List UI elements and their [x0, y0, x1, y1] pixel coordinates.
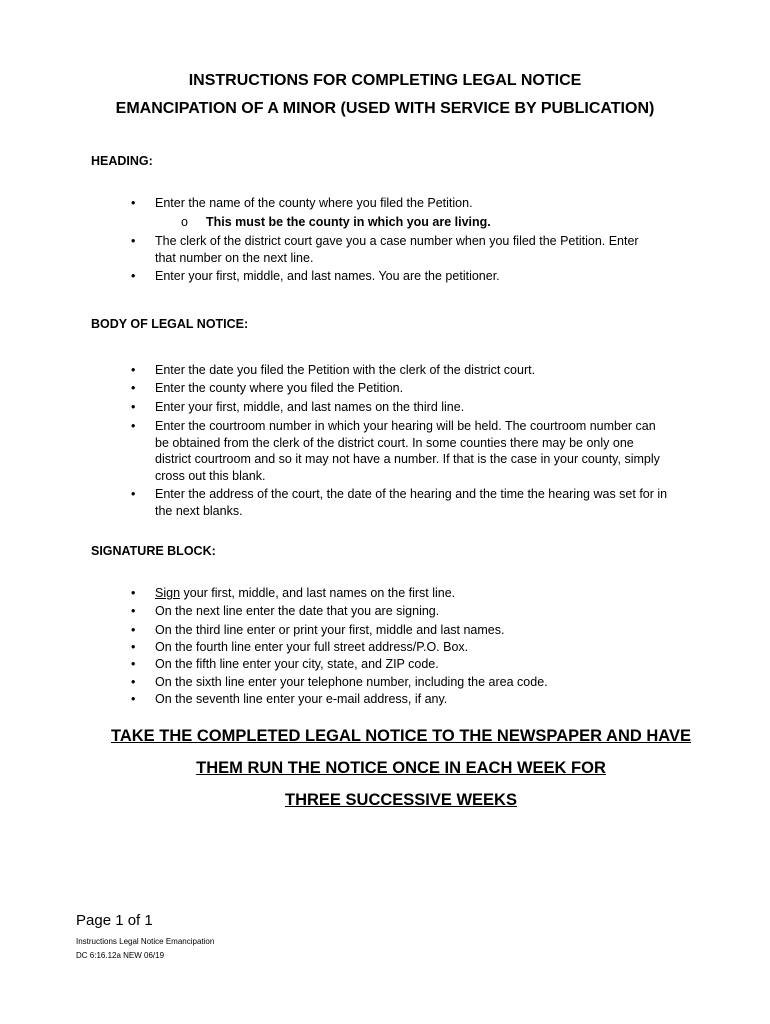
signature-item-city: On the fifth line enter your city, state, and ZIP code. [155, 657, 439, 671]
bullet-icon: • [131, 640, 136, 654]
bullet-icon: • [131, 419, 136, 433]
bullet-icon: • [131, 381, 136, 395]
body-section-label: BODY OF LEGAL NOTICE: [91, 317, 249, 331]
body-item-court-address: Enter the address of the court, the date of the hearing and the time the hearing was set for in the next blanks. [155, 487, 668, 518]
body-item-courtroom: Enter the courtroom number in which your hearing will be held. The courtroom number can be obtained from the clerk of the district court. In some counties there may be only one district courtroom and so it may not have a number. If that is the case in your county, simply cross out this blank. [155, 419, 660, 483]
bullet-icon: • [131, 604, 136, 618]
bullet-icon: • [131, 675, 136, 689]
title-line-2: EMANCIPATION OF A MINOR (USED WITH SERVICE BY PUBLICATION) [115, 100, 655, 117]
body-item-names: Enter your first, middle, and last names on the third line. [155, 400, 465, 414]
notice-line-1: TAKE THE COMPLETED LEGAL NOTICE TO THE NEWSPAPER AND HAVE [111, 727, 691, 745]
heading-bullet-case-number: The clerk of the district court gave you a case number when you filed the Petition. Enter that number on the next line. [155, 234, 639, 265]
bullet-icon: • [131, 623, 136, 637]
bullet-icon: • [131, 234, 136, 248]
bullet-icon: • [131, 196, 136, 210]
signature-section-label: SIGNATURE BLOCK: [91, 544, 216, 558]
page-number: Page 1 of 1 [76, 912, 153, 929]
body-item-filed-date: Enter the date you filed the Petition with the clerk of the district court. [155, 363, 536, 377]
form-code: DC 6:16.12a NEW 06/19 [76, 951, 165, 960]
sign-rest: your first, middle, and last names on the first line. [180, 586, 456, 600]
signature-item-print-name: On the third line enter or print your first, middle and last names. [155, 623, 505, 637]
bullet-icon: • [131, 487, 136, 501]
bullet-icon: • [131, 692, 136, 706]
signature-item-sign [155, 585, 715, 602]
signature-item-email: On the seventh line enter your e-mail address, if any. [155, 692, 448, 706]
signature-item-date: On the next line enter the date that you are signing. [155, 604, 440, 618]
body-item-county: Enter the county where you filed the Petition. [155, 381, 404, 395]
notice-line-2: THEM RUN THE NOTICE ONCE IN EACH WEEK FOR [196, 759, 606, 777]
form-name: Instructions Legal Notice Emancipation [76, 937, 215, 946]
bullet-icon: • [131, 400, 136, 414]
sign-word: Sign [155, 586, 181, 600]
sub-bullet-icon: o [181, 215, 188, 229]
bullet-icon: • [131, 269, 136, 283]
heading-bullet-names: Enter your first, middle, and last names. You are the petitioner. [155, 269, 500, 283]
signature-item-phone: On the sixth line enter your telephone number, including the area code. [155, 675, 548, 689]
notice-line-3: THREE SUCCESSIVE WEEKS [285, 791, 517, 809]
title-line-1: INSTRUCTIONS FOR COMPLETING LEGAL NOTICE [188, 72, 582, 89]
heading-section-label: HEADING: [91, 154, 153, 168]
signature-item-address: On the fourth line enter your full street address/P.O. Box. [155, 640, 469, 654]
bullet-icon: • [131, 363, 136, 377]
heading-bullet-county: Enter the name of the county where you filed the Petition. [155, 196, 473, 210]
heading-sub-county-note: This must be the county in which you are living. [206, 215, 491, 229]
bullet-icon: • [131, 657, 136, 671]
bullet-icon: • [131, 586, 136, 600]
